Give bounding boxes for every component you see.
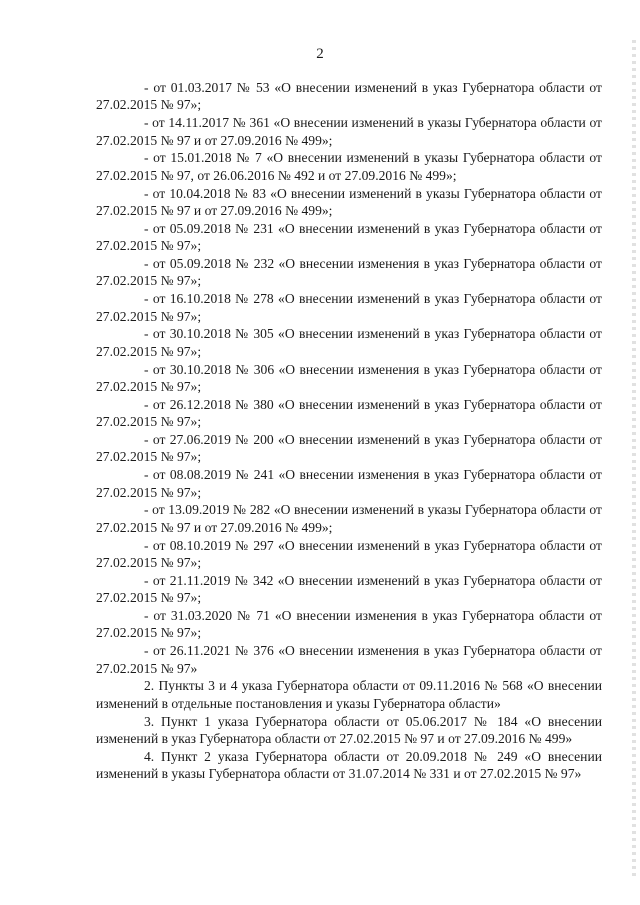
list-item-10: - от 26.12.2018 № 380 «О внесении изменений в указ Губернатора области от 27.02.2015 № 97»; [96, 396, 602, 430]
list-item-5: - от 05.09.2018 № 231 «О внесении изменений в указ Губернатора области от 27.02.2015 № 97»; [96, 220, 602, 254]
point-2: 2. Пункты 3 и 4 указа Губернатора области от 09.11.2016 № 568 «О внесении изменений в отдельные постановления и указы Губернатора области» [96, 678, 602, 711]
scan-edge-mark [632, 40, 636, 880]
list-item-13: - от 13.09.2019 № 282 «О внесении изменений в указы Губернатора области от 27.02.2015 № 97 и от 27.09.2016 № 499»; [96, 502, 602, 535]
list-item-2: - от 14.11.2017 № 361 «О внесении изменений в указы Губернатора области от 27.02.2015 № 97 и от 27.09.2016 № 499»; [96, 115, 602, 148]
list-item-9: - от 30.10.2018 № 306 «О внесении изменения в указ Губернатора области от 27.02.2015 № 97»; [96, 361, 602, 395]
document-body [96, 79, 602, 783]
list-item-1: - от 01.03.2017 № 53 «О внесении изменений в указ Губернатора области от 27.02.2015 № 97»; [96, 80, 602, 113]
list-item-11: - от 27.06.2019 № 200 «О внесении изменений в указ Губернатора области от 27.02.2015 № 97»; [96, 432, 602, 465]
list-item-8: - от 30.10.2018 № 305 «О внесении изменений в указ Губернатора области от 27.02.2015 № 97»; [96, 326, 602, 359]
list-item-15: - от 21.11.2019 № 342 «О внесении изменений в указ Губернатора области от 27.02.2015 № 97»; [96, 572, 602, 606]
list-item-4: - от 10.04.2018 № 83 «О внесении изменений в указы Губернатора области от 27.02.2015 № 97 и от 27.09.2016 № 499»; [96, 185, 602, 219]
list-item-14: - от 08.10.2019 № 297 «О внесении изменений в указ Губернатора области от 27.02.2015 № 97»; [96, 537, 602, 571]
list-item-6: - от 05.09.2018 № 232 «О внесении изменения в указ Губернатора области от 27.02.2015 № 97»; [96, 256, 602, 289]
list-item-16: - от 31.03.2020 № 71 «О внесении изменения в указ Губернатора области от 27.02.2015 № 97»; [96, 608, 602, 641]
list-item-17: - от 26.11.2021 № 376 «О внесении изменения в указ Губернатора области от 27.02.2015 № 97» [96, 643, 602, 676]
point-3: 3. Пункт 1 указа Губернатора области от 05.06.2017 № 184 «О внесении изменений в указ Губернатора области от 27.02.2015 № 97 и от 27.09.2016 № 499» [96, 713, 602, 747]
point-4: 4. Пункт 2 указа Губернатора области от 20.09.2018 № 249 «О внесении изменений в указы Губернатора области от 31.07.2014 № 331 и от 27.02.2015 № 97» [96, 748, 602, 782]
list-item-3: - от 15.01.2018 № 7 «О внесении изменений в указы Губернатора области от 27.02.2015 № 97, от 26.06.2016 № 492 и от 27.09.2016 № 499»; [96, 150, 602, 183]
list-item-7: - от 16.10.2018 № 278 «О внесении изменений в указ Губернатора области от 27.02.2015 № 97»; [96, 291, 602, 324]
list-item-12: - от 08.08.2019 № 241 «О внесении изменения в указ Губернатора области от 27.02.2015 № 97»; [96, 467, 602, 500]
page-number: 2 [316, 46, 324, 62]
